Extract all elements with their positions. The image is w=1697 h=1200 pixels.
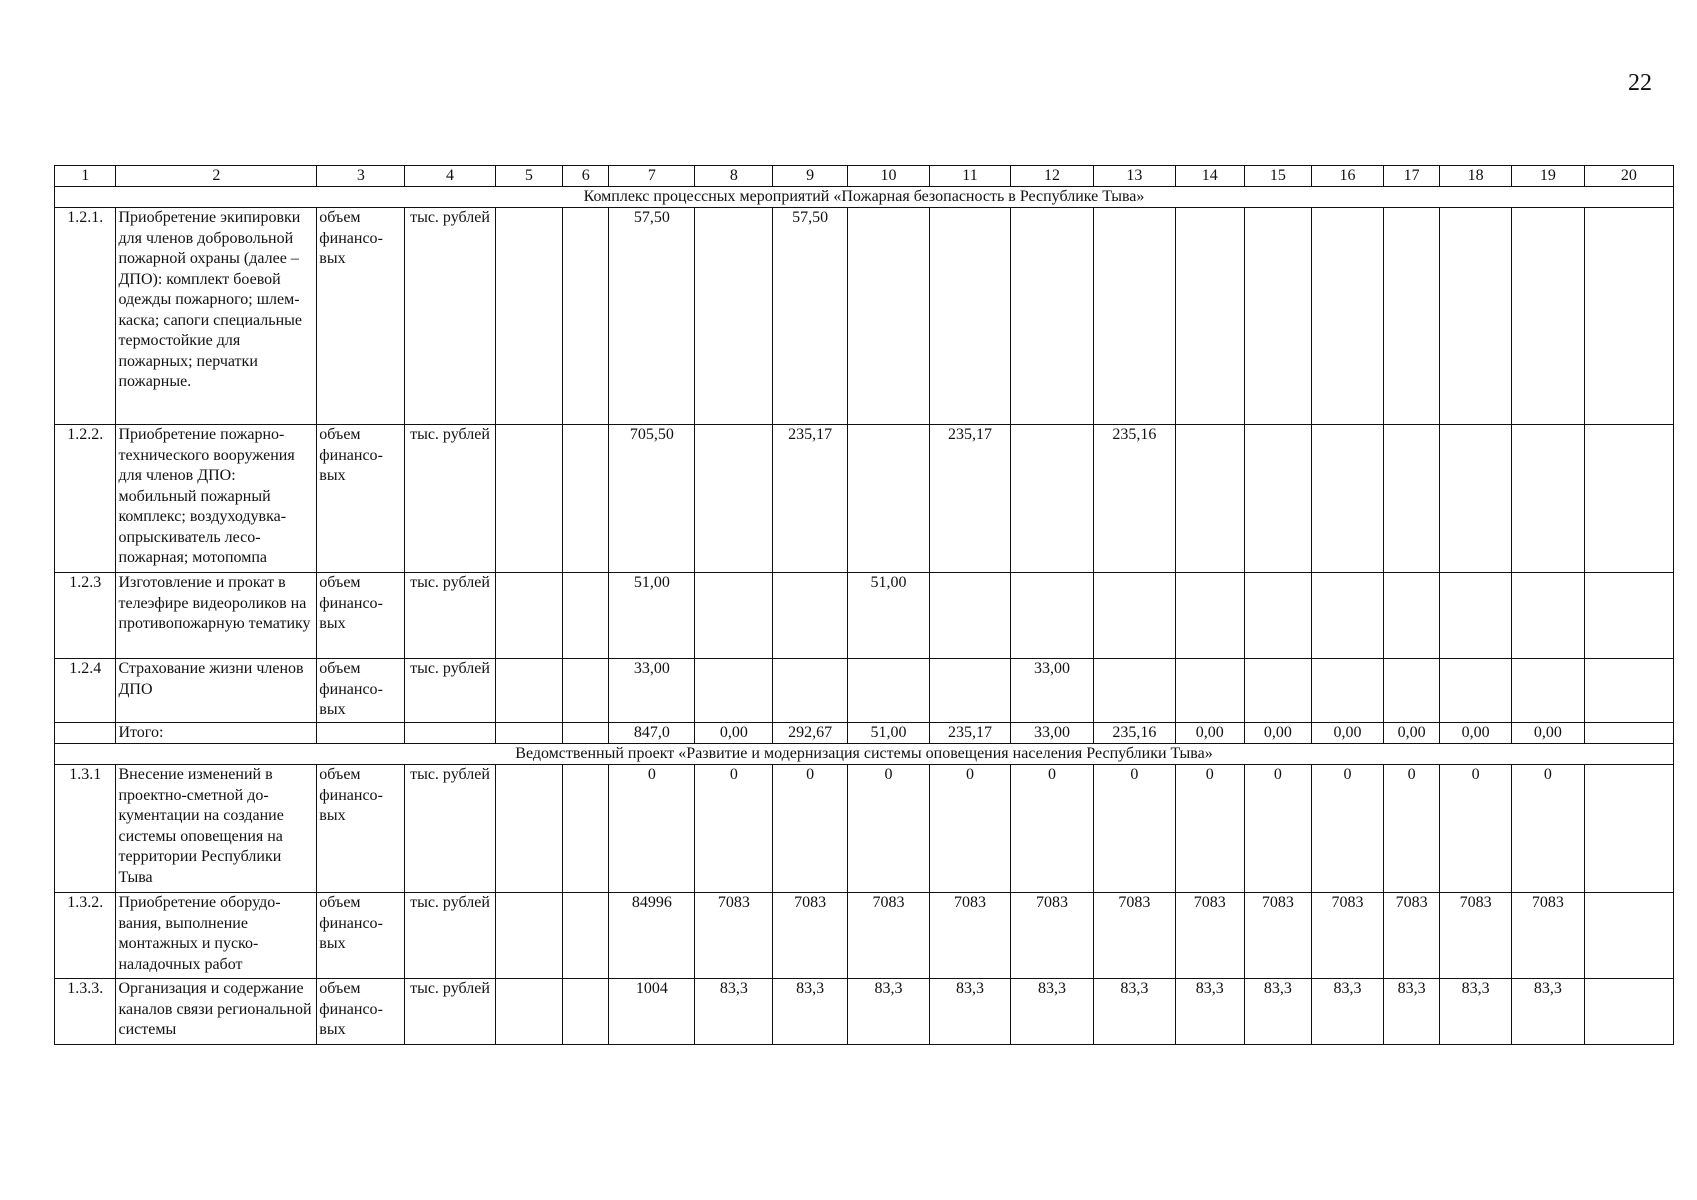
value-cell: 83,3 (1010, 979, 1093, 1045)
column-header: 2 (116, 166, 317, 187)
value-cell (1093, 208, 1175, 425)
value-cell: 235,17 (930, 425, 1011, 573)
total-label: Итого: (116, 723, 317, 744)
column-header: 12 (1010, 166, 1093, 187)
indicator-type: объем финансовых (317, 979, 405, 1045)
row-number: 1.3.1 (55, 765, 116, 893)
total-value: 847,0 (609, 723, 695, 744)
value-cell (1312, 208, 1384, 425)
value-cell (1440, 573, 1512, 659)
value-cell (1244, 208, 1312, 425)
value-cell (695, 659, 773, 723)
value-cell (848, 425, 930, 573)
column-header: 16 (1312, 166, 1384, 187)
value-cell: 83,3 (930, 979, 1011, 1045)
column-header: 11 (930, 166, 1011, 187)
indicator-type: объем финансовых (317, 208, 405, 425)
row-number: 1.2.3 (55, 573, 116, 659)
page-number: 22 (1628, 70, 1652, 96)
value-cell (1511, 659, 1584, 723)
total-value: 0,00 (1440, 723, 1512, 744)
total-row (55, 723, 1674, 744)
total-value: 235,16 (1093, 723, 1175, 744)
row-number: 1.3.3. (55, 979, 116, 1045)
value-cell: 7083 (930, 893, 1011, 979)
value-cell: 235,17 (773, 425, 848, 573)
value-cell (1175, 425, 1244, 573)
row-number: 1.3.2. (55, 893, 116, 979)
value-cell: 83,3 (848, 979, 930, 1045)
value-cell: 0 (930, 765, 1011, 893)
measure-name: Приобретение оборудования, выполнение монтажных и пусконаладочных работ (116, 893, 317, 979)
value-cell (848, 659, 930, 723)
value-cell (695, 573, 773, 659)
value-cell: 83,3 (773, 979, 848, 1045)
measure-name: Изготовление и прокат в телеэфире видеороликов на противопожарную тематику (116, 573, 317, 659)
indicator-type: объем финансовых (317, 425, 405, 573)
measure-name: Внесение изменений в проектно-сметной документации на создание системы оповещения на территории Республики Тыва (116, 765, 317, 893)
value-cell: 0 (695, 765, 773, 893)
empty-cell (563, 723, 609, 744)
value-cell: 57,50 (609, 208, 695, 425)
total-value: 0,00 (1175, 723, 1244, 744)
empty-cell (495, 425, 563, 573)
value-cell: 51,00 (609, 573, 695, 659)
section-title: Ведомственный проект «Развитие и модернизация системы оповещения населения Республики Тыва» (55, 744, 1674, 765)
value-cell: 0 (1312, 765, 1384, 893)
value-cell: 7083 (1175, 893, 1244, 979)
value-cell (1093, 659, 1175, 723)
unit: тыс. рублей (405, 425, 495, 573)
unit: тыс. рублей (405, 659, 495, 723)
value-cell: 7083 (1383, 893, 1439, 979)
unit: тыс. рублей (405, 893, 495, 979)
empty-cell (1584, 425, 1673, 573)
value-cell: 0 (1244, 765, 1312, 893)
section-row-alert-system (55, 744, 1674, 765)
value-cell: 7083 (773, 893, 848, 979)
section-title: Комплекс процессных мероприятий «Пожарная безопасность в Республике Тыва» (55, 187, 1674, 208)
value-cell (1511, 425, 1584, 573)
unit: тыс. рублей (405, 765, 495, 893)
indicator-type: объем финансовых (317, 765, 405, 893)
value-cell: 7083 (1093, 893, 1175, 979)
value-cell: 235,16 (1093, 425, 1175, 573)
empty-cell (1584, 723, 1673, 744)
value-cell: 83,3 (1093, 979, 1175, 1045)
column-header: 17 (1383, 166, 1439, 187)
column-header: 15 (1244, 166, 1312, 187)
value-cell: 33,00 (609, 659, 695, 723)
total-value: 0,00 (1312, 723, 1384, 744)
table-row (55, 659, 1674, 723)
empty-cell (495, 573, 563, 659)
empty-cell (563, 208, 609, 425)
column-header: 18 (1440, 166, 1512, 187)
empty-cell (1584, 573, 1673, 659)
value-cell (1175, 573, 1244, 659)
total-value: 33,00 (1010, 723, 1093, 744)
empty-cell (495, 208, 563, 425)
value-cell (1383, 659, 1439, 723)
value-cell (773, 659, 848, 723)
empty-cell (563, 765, 609, 893)
value-cell: 83,3 (1440, 979, 1512, 1045)
column-header: 5 (495, 166, 563, 187)
value-cell (1440, 208, 1512, 425)
column-header: 4 (405, 166, 495, 187)
value-cell: 0 (848, 765, 930, 893)
column-header: 7 (609, 166, 695, 187)
value-cell (930, 208, 1011, 425)
value-cell: 1004 (609, 979, 695, 1045)
value-cell: 0 (1440, 765, 1512, 893)
column-header: 1 (55, 166, 116, 187)
value-cell: 7083 (1511, 893, 1584, 979)
column-header: 19 (1511, 166, 1584, 187)
value-cell (1511, 208, 1584, 425)
value-cell: 83,3 (1244, 979, 1312, 1045)
measure-name: Приобретение экипировки для членов добровольной пожарной охраны (далее – ДПО): комплект боевой одежды пожарного; шлем-каска; сапоги специальные термостойкие для пожарных; перчатки пожарные. (116, 208, 317, 425)
indicator-type: объем финансовых (317, 893, 405, 979)
value-cell (1440, 659, 1512, 723)
total-value: 235,17 (930, 723, 1011, 744)
total-value: 292,67 (773, 723, 848, 744)
financing-table-container (54, 165, 1674, 1045)
empty-cell (563, 979, 609, 1045)
empty-cell (563, 659, 609, 723)
value-cell: 83,3 (695, 979, 773, 1045)
value-cell (1244, 659, 1312, 723)
value-cell (1383, 208, 1439, 425)
measure-name: Приобретение пожарно-технического вооружения для членов ДПО: мобильный пожарный комплекс; воздуходувка-опрыскиватель лесопожарная; мотопомпа (116, 425, 317, 573)
row-number: 1.2.4 (55, 659, 116, 723)
value-cell (1511, 573, 1584, 659)
empty-cell (1584, 979, 1673, 1045)
value-cell (1312, 425, 1384, 573)
value-cell (695, 425, 773, 573)
empty-cell (563, 425, 609, 573)
table-row (55, 425, 1674, 573)
empty-cell (563, 893, 609, 979)
value-cell (930, 659, 1011, 723)
column-header: 9 (773, 166, 848, 187)
total-value: 0,00 (1383, 723, 1439, 744)
value-cell: 84996 (609, 893, 695, 979)
indicator-type: объем финансовых (317, 659, 405, 723)
value-cell (1312, 659, 1384, 723)
value-cell (1440, 425, 1512, 573)
value-cell: 0 (1511, 765, 1584, 893)
value-cell: 7083 (695, 893, 773, 979)
total-value: 0,00 (1511, 723, 1584, 744)
financing-table (54, 165, 1674, 1045)
value-cell (695, 208, 773, 425)
empty-cell (495, 893, 563, 979)
unit: тыс. рублей (405, 573, 495, 659)
total-value: 0,00 (1244, 723, 1312, 744)
total-value: 51,00 (848, 723, 930, 744)
value-cell: 83,3 (1383, 979, 1439, 1045)
value-cell: 0 (1175, 765, 1244, 893)
value-cell (773, 573, 848, 659)
value-cell: 0 (1383, 765, 1439, 893)
value-cell (848, 208, 930, 425)
value-cell (1383, 573, 1439, 659)
column-header: 6 (563, 166, 609, 187)
total-value: 0,00 (695, 723, 773, 744)
empty-cell (1584, 893, 1673, 979)
value-cell: 7083 (1010, 893, 1093, 979)
value-cell: 7083 (1244, 893, 1312, 979)
value-cell: 83,3 (1175, 979, 1244, 1045)
empty-cell (495, 659, 563, 723)
measure-name: Организация и содержание каналов связи региональной системы (116, 979, 317, 1045)
column-header: 20 (1584, 166, 1673, 187)
column-header: 3 (317, 166, 405, 187)
value-cell: 51,00 (848, 573, 930, 659)
value-cell: 7083 (1312, 893, 1384, 979)
column-number-row (55, 166, 1674, 187)
empty-cell (563, 573, 609, 659)
empty-cell (495, 765, 563, 893)
empty-cell (405, 723, 495, 744)
table-row (55, 573, 1674, 659)
value-cell (1383, 425, 1439, 573)
column-header: 8 (695, 166, 773, 187)
table-row (55, 893, 1674, 979)
row-number: 1.2.1. (55, 208, 116, 425)
empty-cell (1584, 659, 1673, 723)
unit: тыс. рублей (405, 979, 495, 1045)
empty-cell (55, 723, 116, 744)
table-row (55, 208, 1674, 425)
value-cell (1093, 573, 1175, 659)
row-number: 1.2.2. (55, 425, 116, 573)
empty-cell (495, 723, 563, 744)
column-header: 13 (1093, 166, 1175, 187)
empty-cell (1584, 208, 1673, 425)
value-cell: 7083 (1440, 893, 1512, 979)
value-cell (1175, 208, 1244, 425)
value-cell: 83,3 (1312, 979, 1384, 1045)
value-cell: 705,50 (609, 425, 695, 573)
unit: тыс. рублей (405, 208, 495, 425)
section-row-fire-safety (55, 187, 1674, 208)
table-row (55, 979, 1674, 1045)
value-cell: 0 (1010, 765, 1093, 893)
value-cell (1175, 659, 1244, 723)
value-cell (930, 573, 1011, 659)
value-cell: 83,3 (1511, 979, 1584, 1045)
column-header: 10 (848, 166, 930, 187)
value-cell (1244, 573, 1312, 659)
value-cell: 0 (773, 765, 848, 893)
empty-cell (1584, 765, 1673, 893)
empty-cell (495, 979, 563, 1045)
value-cell: 7083 (848, 893, 930, 979)
value-cell: 0 (609, 765, 695, 893)
measure-name: Страхование жизни членов ДПО (116, 659, 317, 723)
value-cell (1244, 425, 1312, 573)
value-cell (1010, 573, 1093, 659)
value-cell: 33,00 (1010, 659, 1093, 723)
value-cell (1010, 425, 1093, 573)
value-cell: 57,50 (773, 208, 848, 425)
column-header: 14 (1175, 166, 1244, 187)
table-row (55, 765, 1674, 893)
value-cell (1312, 573, 1384, 659)
indicator-type: объем финансовых (317, 573, 405, 659)
value-cell (1010, 208, 1093, 425)
empty-cell (317, 723, 405, 744)
value-cell: 0 (1093, 765, 1175, 893)
